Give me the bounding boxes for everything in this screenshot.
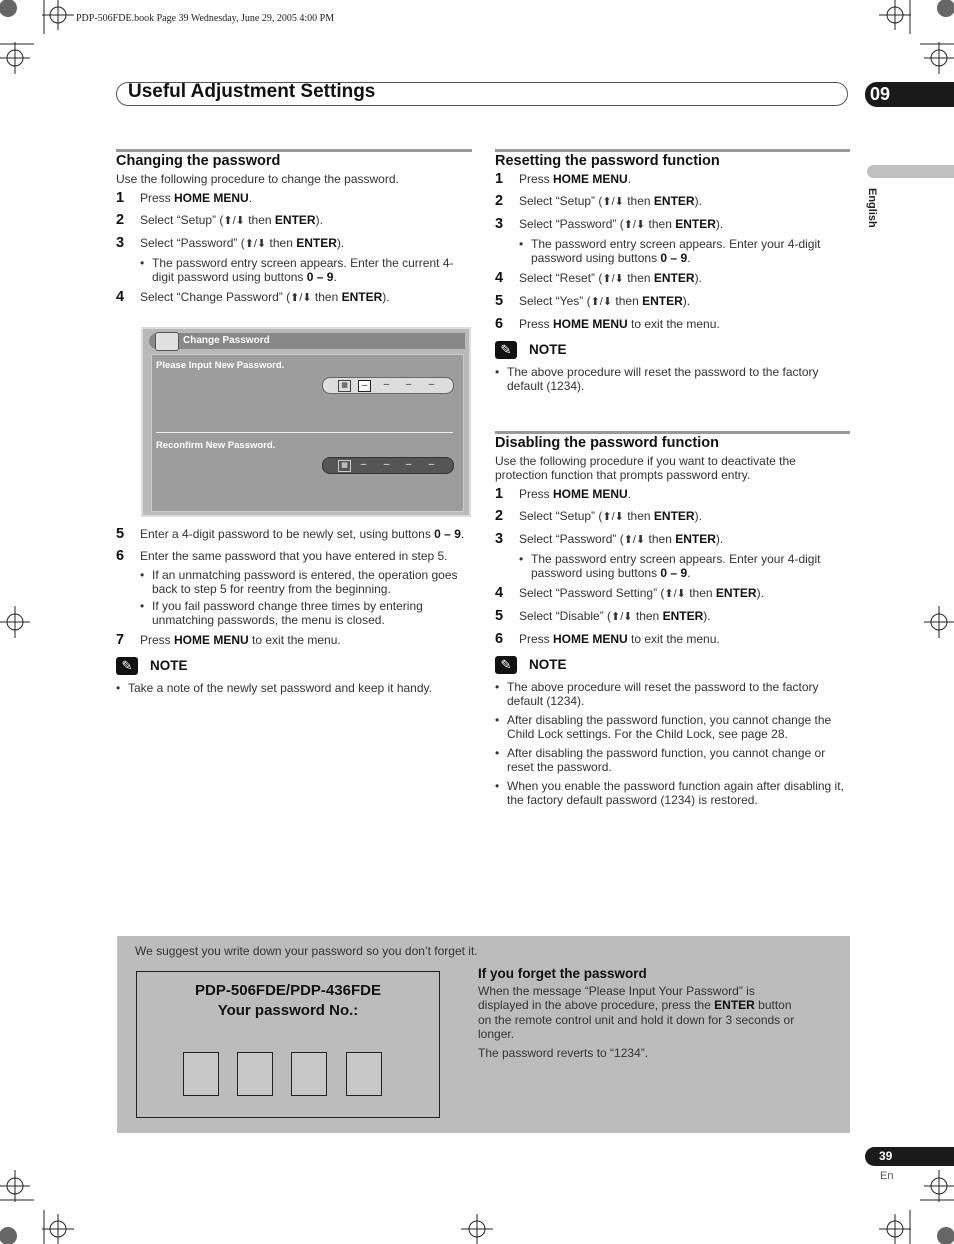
- osd-title-bar: Change Password: [149, 333, 465, 349]
- step: [495, 609, 850, 624]
- button-name: HOME MENU: [553, 487, 628, 501]
- button-name: HOME MENU: [174, 191, 249, 205]
- step-text: ).: [682, 294, 691, 308]
- left-column-lower: [116, 527, 472, 700]
- section-rule: [495, 149, 850, 152]
- step-text: ).: [756, 586, 764, 600]
- note-bullet: • After disabling the password function, you cannot change the Child Lock settings. For the Child Lock, see page 28.: [495, 713, 850, 741]
- step-text: then: [623, 509, 654, 523]
- forget-text: [478, 984, 808, 1042]
- intro-text: Use the following procedure to change the password.: [116, 172, 399, 186]
- password-record-card: [136, 971, 440, 1118]
- step-number: 5: [495, 293, 504, 309]
- step-text: ).: [715, 217, 724, 231]
- page-title: Useful Adjustment Settings: [128, 81, 376, 102]
- menu-icon: [155, 332, 179, 351]
- button-name: ENTER: [653, 509, 695, 523]
- step: [495, 509, 850, 524]
- digit-slot: –: [405, 459, 412, 470]
- step-text: Select “Yes” (: [519, 294, 591, 308]
- arrow-icon: ⬆/⬇: [664, 588, 686, 600]
- step: [116, 549, 472, 563]
- page-language: En: [880, 1170, 894, 1182]
- step-number: 4: [495, 270, 504, 286]
- step: [495, 487, 850, 501]
- step-text: then: [623, 271, 654, 285]
- pencil-note-icon: ✎: [116, 657, 138, 675]
- step-text: Select “Password” (: [519, 532, 624, 546]
- step-text: to exit the menu.: [627, 317, 720, 331]
- digit-slot: –: [383, 379, 390, 390]
- step-text: then: [244, 213, 275, 227]
- step: [116, 236, 472, 251]
- section-heading: Disabling the password function: [495, 435, 719, 451]
- forget-text-part: When the message “Please Input Your Password” is displayed in the above procedure, press the: [478, 983, 755, 1012]
- step-text: Enter the same password that you have entered in step 5.: [140, 549, 448, 563]
- step-text: ).: [703, 609, 711, 623]
- step-text: .: [627, 172, 632, 186]
- note-header: [116, 657, 472, 675]
- arrow-icon: ⬆/⬇: [290, 292, 312, 304]
- step-text: Select “Reset” (: [519, 271, 603, 285]
- step-text: then: [612, 294, 643, 308]
- step-text: ).: [694, 509, 702, 523]
- step-number: 5: [116, 526, 125, 542]
- pencil-note-icon: ✎: [495, 341, 517, 359]
- step-text: Enter a 4-digit password to be newly set, using buttons: [140, 527, 435, 541]
- note-text: When you enable the password function again after disabling it, the factory default password (1234) is restored.: [507, 779, 844, 807]
- note-text: The above procedure will reset the password to the factory default (1234).: [507, 365, 819, 393]
- step-number: 4: [495, 585, 504, 601]
- note-text: The above procedure will reset the password to the factory default (1234).: [507, 680, 819, 708]
- step-text: Press: [519, 172, 554, 186]
- button-name: ENTER: [715, 586, 757, 600]
- step-text: Select “Setup” (: [140, 213, 224, 227]
- note-bullet: • The above procedure will reset the password to the factory default (1234).: [495, 365, 850, 393]
- digit-slot: –: [428, 459, 435, 470]
- button-name: ENTER: [642, 294, 683, 308]
- step-text: Select “Setup” (: [519, 509, 603, 523]
- left-column: [116, 149, 472, 313]
- step-text: Select “Setup” (: [519, 194, 603, 208]
- step-text: Select “Password” (: [519, 217, 624, 231]
- step-number: 5: [495, 608, 504, 624]
- arrow-icon: ⬆/⬇: [611, 611, 633, 623]
- note-title: NOTE: [150, 658, 188, 673]
- bullet-text: .: [333, 270, 337, 284]
- arrow-icon: ⬆/⬇: [602, 273, 624, 285]
- note-text: After disabling the password function, you cannot change the Child Lock settings. For the Child Lock, see page 28.: [507, 713, 832, 741]
- digit-slot: –: [405, 379, 412, 390]
- digit-slot: –: [383, 459, 390, 470]
- arrow-icon: ⬆/⬇: [590, 296, 613, 308]
- step-text: Select “Password” (: [140, 236, 245, 250]
- forget-password-section: [478, 967, 808, 1064]
- page-number: 39: [865, 1147, 954, 1166]
- intro-text: Use the following procedure if you want to deactivate the protection function that prompts password entry.: [495, 454, 796, 482]
- step-text: .: [460, 527, 465, 541]
- button-range: 0 – 9: [306, 270, 334, 284]
- step-text: then: [623, 194, 654, 208]
- divider: [156, 432, 453, 433]
- button-range: 0 – 9: [434, 527, 461, 541]
- note-bullet: • The above procedure will reset the password to the factory default (1234).: [495, 680, 850, 708]
- note-title: NOTE: [529, 342, 567, 357]
- arrow-icon: ⬆/⬇: [602, 196, 624, 208]
- section-heading: Resetting the password function: [495, 153, 720, 169]
- model-names: PDP-506FDE/PDP-436FDE: [195, 982, 381, 999]
- button-name: ENTER: [653, 194, 695, 208]
- note-bullet: • After disabling the password function, you cannot change or reset the password.: [495, 746, 850, 774]
- note-text: After disabling the password function, you cannot change or reset the password.: [507, 746, 826, 774]
- button-name: HOME MENU: [553, 632, 628, 646]
- step-number: 3: [116, 235, 125, 251]
- reconfirm-password-field: [322, 457, 454, 474]
- step-text: .: [627, 487, 632, 501]
- digit-slot: –: [360, 459, 367, 470]
- bullet-text: .: [687, 566, 691, 580]
- digit-box: [237, 1052, 273, 1096]
- keypad-icon: ▦: [338, 460, 351, 472]
- step-number: 6: [116, 548, 125, 564]
- step-text: to exit the menu.: [248, 633, 341, 647]
- reconfirm-password-label: Reconfirm New Password.: [156, 440, 276, 451]
- step: [495, 294, 850, 309]
- note-header: [495, 341, 850, 359]
- section-rule: [116, 149, 472, 152]
- step-text: Press: [519, 632, 554, 646]
- digit-slot: –: [358, 380, 371, 392]
- button-name: ENTER: [675, 217, 716, 231]
- step-number: 1: [495, 171, 504, 187]
- step-number: 1: [116, 190, 125, 206]
- language-label: English: [866, 188, 878, 228]
- step: [495, 632, 850, 646]
- digit-box: [291, 1052, 327, 1096]
- arrow-icon: ⬆/⬇: [223, 215, 245, 227]
- button-name: HOME MENU: [174, 633, 249, 647]
- step: [116, 290, 472, 305]
- section-heading: Changing the password: [116, 153, 281, 169]
- bullet-text: If an unmatching password is entered, the operation goes back to step 5 for reentry from the beginning.: [152, 568, 458, 596]
- note-title: NOTE: [529, 657, 567, 672]
- step-number: 6: [495, 631, 504, 647]
- note-bullet: • When you enable the password function again after disabling it, the factory default password (1234) is restored.: [495, 779, 850, 807]
- book-info: PDP-506FDE.book Page 39 Wednesday, June 29, 2005 4:00 PM: [76, 13, 335, 24]
- step: [116, 527, 472, 541]
- step-number: 2: [495, 508, 504, 524]
- change-password-screen: [141, 327, 471, 517]
- step-number: 3: [495, 531, 504, 547]
- bullet-text: .: [687, 251, 691, 265]
- button-range: 0 – 9: [660, 251, 688, 265]
- sub-bullet: • The password entry screen appears. Enter your 4-digit password using buttons 0 – 9.: [519, 237, 821, 265]
- password-label: Your password No.:: [217, 1002, 359, 1019]
- step-number: 2: [116, 212, 125, 228]
- right-column: [495, 149, 850, 398]
- note-header: [495, 656, 850, 674]
- step-number: 2: [495, 193, 504, 209]
- step-text: then: [645, 532, 676, 546]
- button-name: ENTER: [274, 213, 316, 227]
- step-text: Select “Password Setting” (: [519, 586, 665, 600]
- bullet-text: The password entry screen appears. Enter your 4-digit password using buttons: [531, 237, 821, 265]
- step-number: 4: [116, 289, 125, 305]
- step-text: ).: [694, 271, 702, 285]
- step-text: then: [266, 236, 297, 250]
- step-text: ).: [336, 236, 345, 250]
- step: [116, 213, 472, 228]
- bullet-text: If you fail password change three times by entering unmatching passwords, the menu is closed.: [152, 599, 423, 627]
- button-name: ENTER: [296, 236, 337, 250]
- keypad-icon: ▦: [338, 380, 351, 392]
- button-name: ENTER: [653, 271, 695, 285]
- right-column-lower: [495, 431, 850, 812]
- forget-text-part: button on the remote control unit and hold it down for 3 seconds or longer.: [478, 998, 795, 1041]
- button-range: 0 – 9: [660, 566, 688, 580]
- osd-panel: [151, 354, 464, 512]
- arrow-icon: ⬆/⬇: [602, 511, 624, 523]
- bullet-text: The password entry screen appears. Enter the current 4-digit password using buttons: [152, 256, 454, 284]
- button-name: ENTER: [662, 609, 704, 623]
- step-text: then: [645, 217, 676, 231]
- button-name: ENTER: [341, 290, 383, 304]
- step-number: 7: [116, 632, 125, 648]
- arrow-icon: ⬆/⬇: [244, 238, 267, 250]
- step-text: Press: [140, 633, 175, 647]
- button-name: ENTER: [714, 998, 755, 1012]
- step: [495, 217, 850, 232]
- suggest-text: We suggest you write down your password so you don’t forget it.: [135, 944, 478, 958]
- step: [495, 317, 850, 331]
- sub-bullet: • If an unmatching password is entered, the operation goes back to step 5 for reentry from the beginning.: [140, 568, 472, 596]
- digit-box: [183, 1052, 219, 1096]
- step-number: 1: [495, 486, 504, 502]
- step-text: to exit the menu.: [627, 632, 720, 646]
- step-number: 3: [495, 216, 504, 232]
- step: [495, 271, 850, 286]
- revert-text: The password reverts to “1234”.: [478, 1045, 649, 1060]
- section-rule: [495, 431, 850, 434]
- step: [495, 586, 850, 601]
- arrow-icon: ⬆/⬇: [623, 219, 646, 231]
- step-text: Select “Change Password” (: [140, 290, 291, 304]
- digit-box: [346, 1052, 382, 1096]
- step-text: ).: [315, 213, 323, 227]
- step-text: then: [632, 609, 663, 623]
- step: [116, 191, 472, 205]
- step-text: Press: [519, 317, 554, 331]
- pencil-note-icon: ✎: [495, 656, 517, 674]
- password-card-title: [137, 981, 439, 1021]
- step-text: ).: [715, 532, 724, 546]
- step: [495, 532, 850, 547]
- new-password-field: [322, 377, 454, 394]
- digit-slot: –: [428, 379, 435, 390]
- step-text: then: [685, 586, 716, 600]
- step-text: ).: [694, 194, 702, 208]
- button-name: ENTER: [675, 532, 716, 546]
- step: [495, 172, 850, 186]
- step-text: Press: [140, 191, 175, 205]
- step-text: then: [311, 290, 342, 304]
- new-password-label: Please Input New Password.: [156, 360, 285, 371]
- step-text: Select “Disable” (: [519, 609, 612, 623]
- bullet-text: The password entry screen appears. Enter your 4-digit password using buttons: [531, 552, 821, 580]
- button-name: HOME MENU: [553, 317, 628, 331]
- language-tab: [867, 165, 954, 178]
- arrow-icon: ⬆/⬇: [623, 534, 646, 546]
- step-text: Press: [519, 487, 554, 501]
- sub-bullet: • The password entry screen appears. Enter your 4-digit password using buttons 0 – 9.: [519, 552, 821, 580]
- step-text: ).: [382, 290, 390, 304]
- sub-bullet: • The password entry screen appears. Enter the current 4-digit password using buttons 0 – 9.: [140, 256, 454, 284]
- chapter-tab: 09: [865, 82, 954, 107]
- button-name: HOME MENU: [553, 172, 628, 186]
- step-text: .: [248, 191, 253, 205]
- step-number: 6: [495, 316, 504, 332]
- sub-bullet: • If you fail password change three times by entering unmatching passwords, the menu is closed.: [140, 599, 472, 627]
- step: [116, 633, 472, 647]
- note-text: Take a note of the newly set password and keep it handy.: [128, 681, 432, 695]
- note-bullet: • Take a note of the newly set password and keep it handy.: [116, 681, 432, 695]
- forget-heading: If you forget the password: [478, 966, 647, 981]
- step: [495, 194, 850, 209]
